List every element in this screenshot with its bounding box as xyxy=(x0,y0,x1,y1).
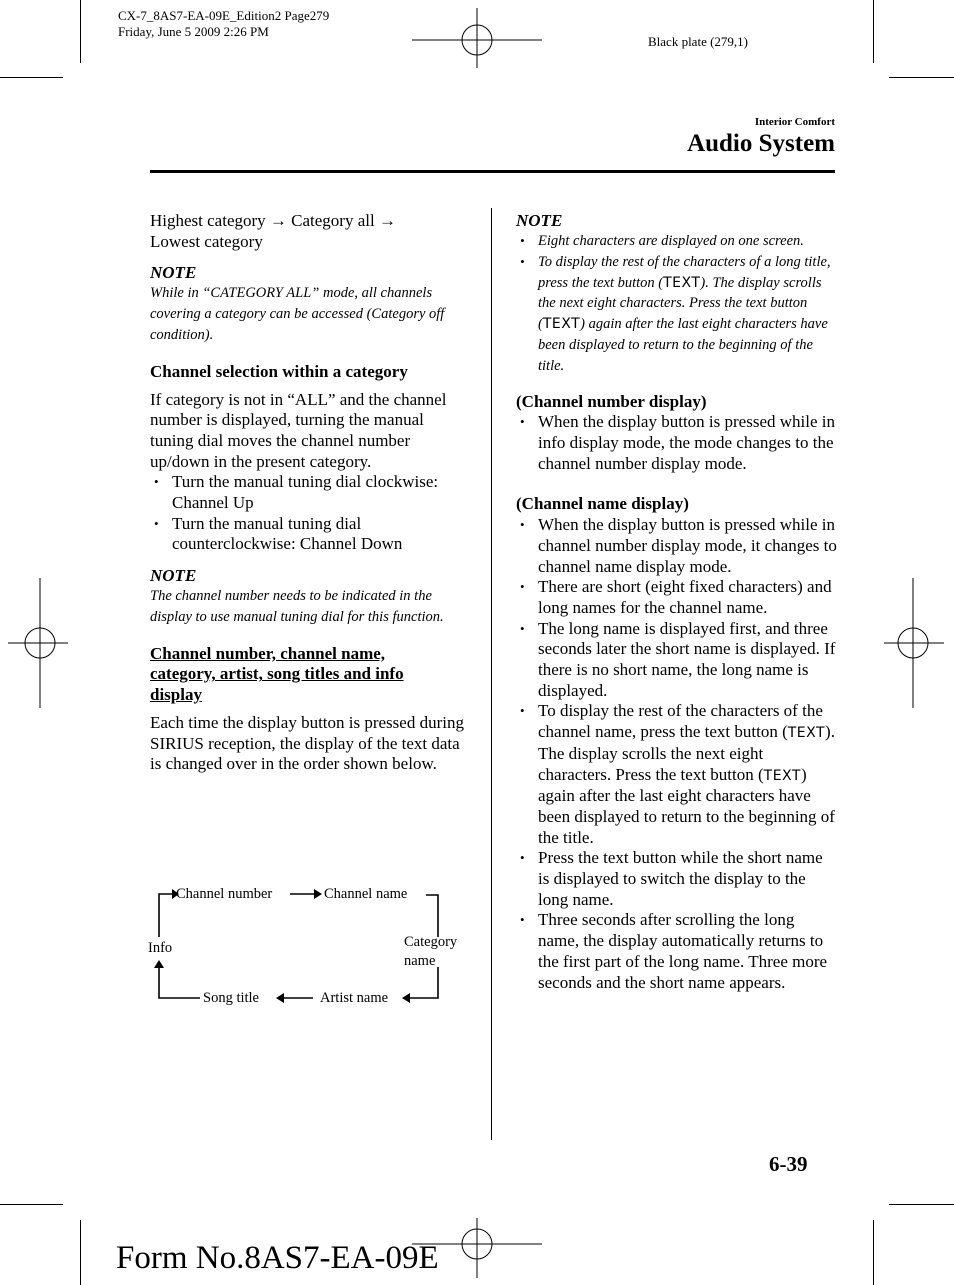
text-button-icon: TEXT xyxy=(542,316,581,333)
cycle-info: Info xyxy=(148,940,173,956)
paragraph: If category is not in “ALL” and the channel number is displayed, turning the manual tuning dial moves the channel number up/down in the present category. xyxy=(150,389,447,471)
registration-mark-top xyxy=(412,8,542,68)
crop-mark xyxy=(0,77,63,78)
cycle-channel-name: Channel name xyxy=(324,886,408,902)
crop-mark xyxy=(889,77,954,78)
list-item: • Turn the manual tuning dial clockwise: Channel Up xyxy=(150,472,470,513)
page-title: Audio System xyxy=(687,130,835,157)
list-item: • The long name is displayed first, and three seconds later the short name is displayed. If there is no short name, the long name is displayed. xyxy=(516,619,838,702)
list-item: • When the display button is pressed while in info display mode, the mode changes to the channel number display mode. xyxy=(516,412,838,474)
list-item xyxy=(516,701,838,848)
paragraph: Each time the display button is pressed during SIRIUS reception, the display of the text data is changed over in the order shown below. xyxy=(150,712,464,774)
file-info xyxy=(118,8,329,40)
cycle-channel-number: Channel number xyxy=(176,886,273,902)
column-divider xyxy=(491,208,492,1140)
note-item-text: ) again after the last eight characters have been displayed to return to the beginning of the title. xyxy=(538,316,828,374)
list-item: • When the display button is pressed while in channel number display mode, it changes to channel name display mode. xyxy=(516,515,838,577)
note-list-item xyxy=(516,252,838,377)
note-list-item xyxy=(516,231,838,252)
text-button-icon: TEXT xyxy=(763,767,801,784)
note-heading: NOTE xyxy=(150,263,197,283)
category-order: Highest category → Category all → Lowest category xyxy=(150,211,396,251)
section-label: Interior Comfort xyxy=(754,116,835,128)
left-column xyxy=(150,211,470,775)
crop-mark xyxy=(80,0,81,63)
note-item-text: ). The display scrolls the next eight characters. Press the text button ( xyxy=(538,274,822,333)
cycle-category: Category xyxy=(404,934,458,950)
text-button-icon: TEXT xyxy=(663,274,701,291)
note-text: The channel number needs to be indicated in the display to use manual tuning dial for this function. xyxy=(150,588,444,625)
form-number: Form No.8AS7-EA-09E xyxy=(116,1240,439,1276)
registration-mark-right xyxy=(884,578,944,708)
note-heading: NOTE xyxy=(516,211,563,230)
list-item: • Turn the manual tuning dial counterclockwise: Channel Down xyxy=(150,514,470,555)
item-text: To display the rest of the characters of the channel name, press the text button ( xyxy=(538,701,823,742)
plate-label: Black plate (279,1) xyxy=(648,34,748,49)
file-line-2: Friday, June 5 2009 2:26 PM xyxy=(118,24,269,39)
cycle-artist-name: Artist name xyxy=(320,990,389,1006)
section-heading: Channel selection within a category xyxy=(150,361,408,381)
list-item: • Press the text button while the short name is displayed to switch the display to the long name. xyxy=(516,848,838,910)
crop-mark xyxy=(80,1220,81,1285)
title-rule xyxy=(150,170,835,173)
cycle-category-name: name xyxy=(404,953,436,969)
crop-mark xyxy=(889,1204,954,1205)
list-item: • There are short (eight fixed characters) and long names for the channel name. xyxy=(516,577,838,618)
display-cycle-diagram xyxy=(148,880,468,1010)
cycle-song-title: Song title xyxy=(203,990,259,1006)
text-button-icon: TEXT xyxy=(787,725,826,742)
list-item: • Three seconds after scrolling the long name, the display automatically returns to the first part of the long name. Three more seconds and the short name appears. xyxy=(516,910,838,993)
crop-mark xyxy=(873,0,874,63)
section-heading: (Channel number display) xyxy=(516,391,707,411)
item-text: ). The display scrolls the next eight characters. Press the text button ( xyxy=(538,722,835,784)
section-heading: Channel number, channel name, category, artist, song titles and info display xyxy=(150,643,404,705)
registration-mark-left xyxy=(8,578,68,708)
right-column xyxy=(516,211,838,993)
note-text: While in “CATEGORY ALL” mode, all channels covering a category can be accessed (Category off condition). xyxy=(150,285,445,343)
section-heading: (Channel name display) xyxy=(516,494,689,514)
crop-mark xyxy=(873,1220,874,1285)
item-text: ) again after the last eight characters have been displayed to return to the beginning of the title. xyxy=(538,764,835,847)
note-item-text: Eight characters are displayed on one screen. xyxy=(538,233,804,249)
note-item-text: To display the rest of the characters of a long title, press the text button ( xyxy=(538,253,831,291)
page-number: 6-39 xyxy=(769,1152,808,1176)
crop-mark xyxy=(0,1204,63,1205)
file-line-1: CX-7_8AS7-EA-09E_Edition2 Page279 xyxy=(118,8,330,23)
note-heading: NOTE xyxy=(150,566,197,586)
